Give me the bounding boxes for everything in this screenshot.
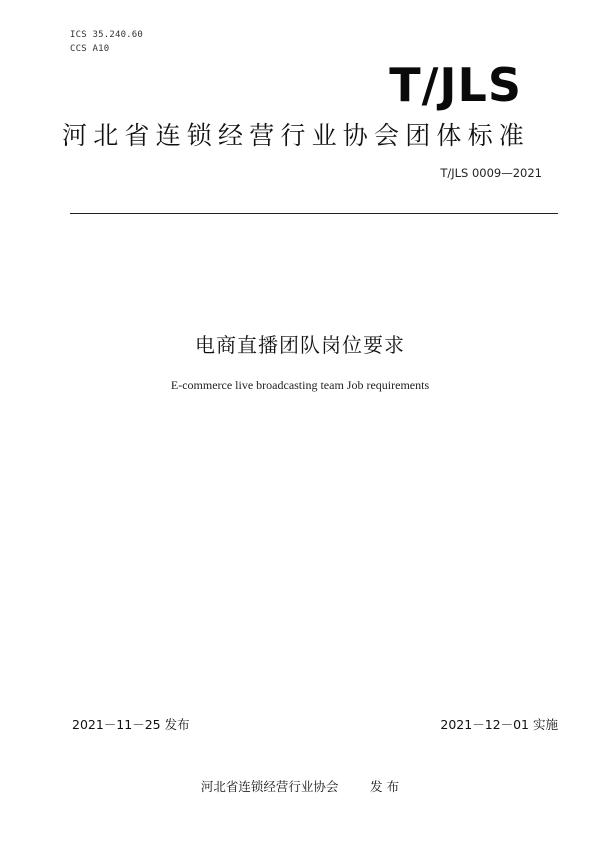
publish-label: 发 布 — [370, 779, 400, 794]
organization-title: 河北省连锁经营行业协会团体标准 — [62, 121, 531, 150]
ics-code: ICS 35.240.60 — [70, 30, 144, 40]
publisher-name: 河北省连锁经营行业协会 — [200, 779, 339, 794]
standard-number: T/JLS 0009—2021 — [440, 166, 542, 180]
publisher-line — [0, 777, 600, 795]
implementation-date: 2021－12－01 实施 — [440, 717, 558, 732]
ccs-code: CCS A10 — [70, 44, 110, 54]
document-title-english: E-commerce live broadcasting team Job requirements — [170, 378, 430, 392]
issue-date: 2021－11－25 发布 — [72, 717, 190, 732]
standard-code-logo: T/JLS — [389, 58, 522, 112]
document-title-chinese: 电商直播团队岗位要求 — [195, 333, 405, 357]
header-divider — [70, 213, 558, 214]
